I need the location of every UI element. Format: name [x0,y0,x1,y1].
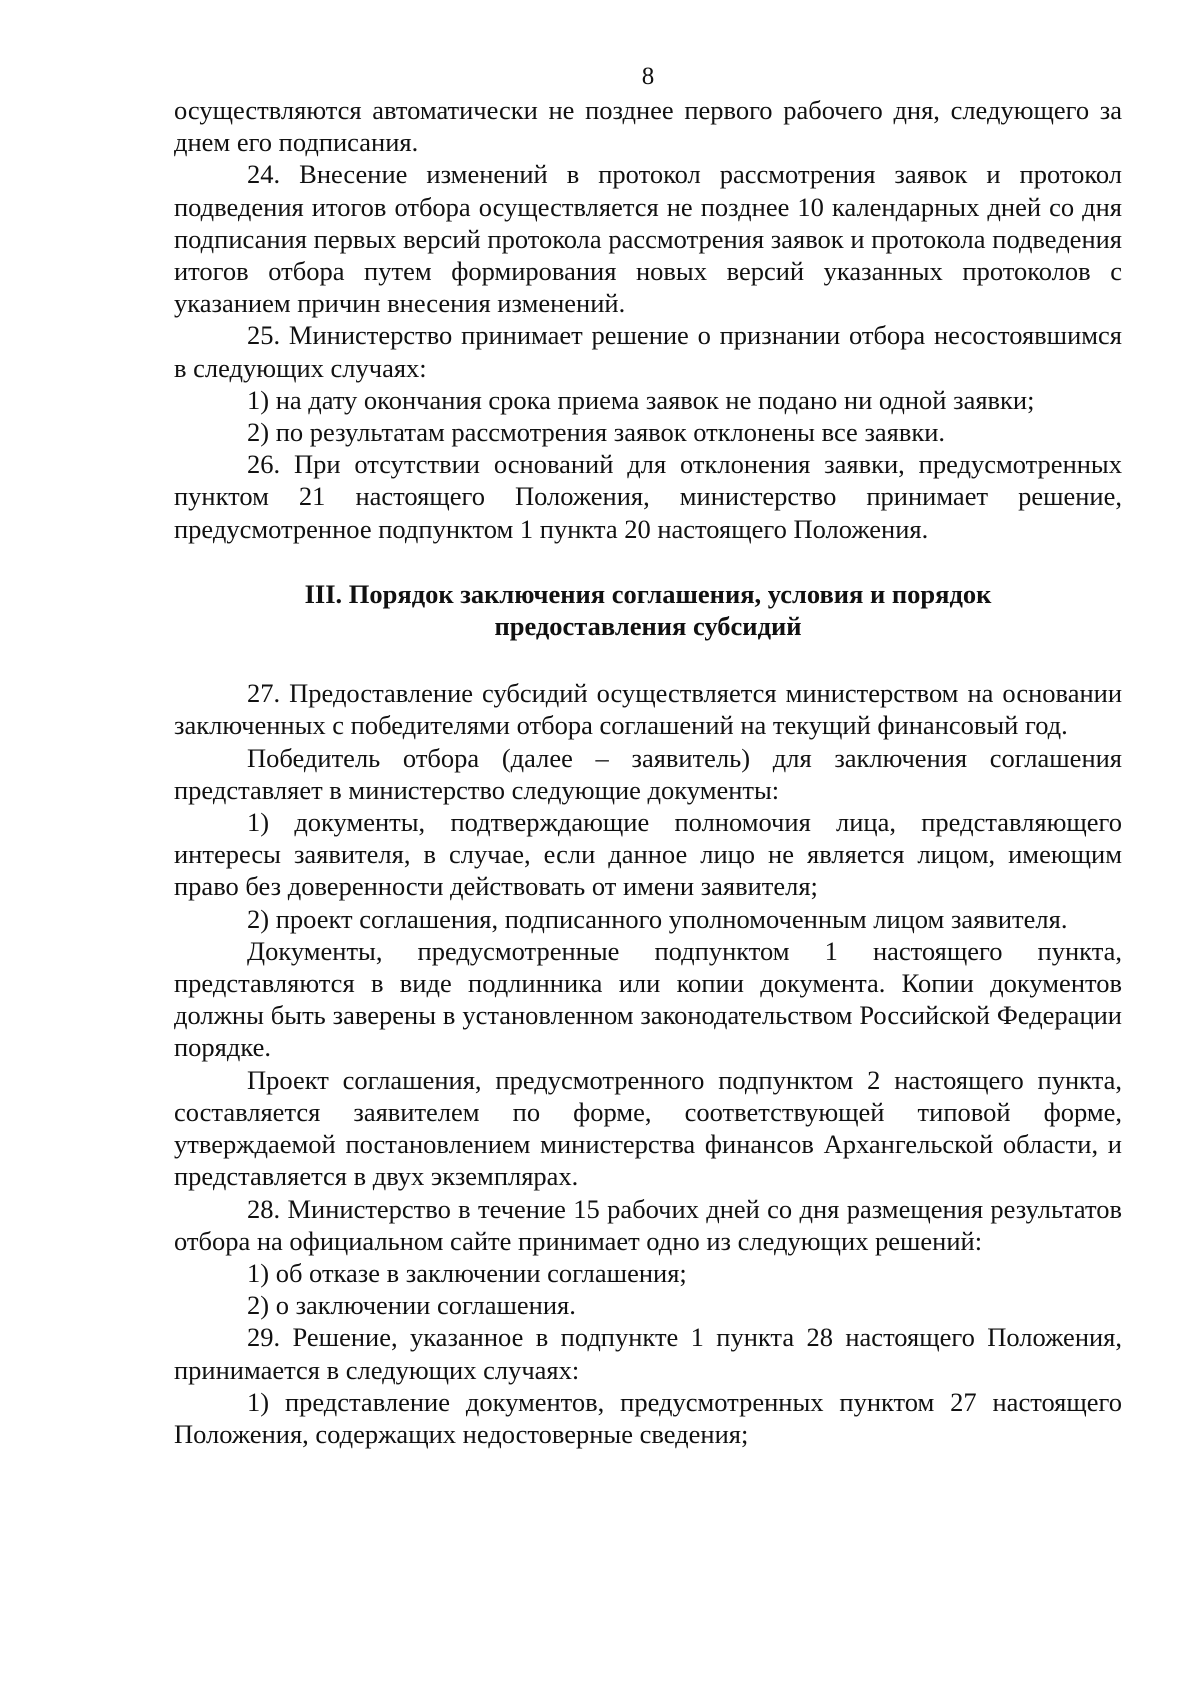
paragraph: Победитель отбора (далее – заявитель) для заключения соглашения представляет в министерство следующие документы: [174,742,1122,805]
text-block-after [174,677,1122,1450]
subitem: 1) об отказе в заключении соглашения; [247,1257,687,1288]
subitem: 1) документы, подтверждающие полномочия лица, представляющего интересы заявителя, в случае, если данное лицо не является лицом, имеющим право без доверенности действовать от имени заявителя; [174,807,1122,902]
paragraph-item-27: 27. Предоставление субсидий осуществляется министерством на основании заключенных с победителями отбора соглашений на текущий финансовый год. [174,678,1122,741]
paragraph-item-28: 28. Министерство в течение 15 рабочих дней со дня размещения результатов отбора на официальном сайте принимает одно из следующих решений: [174,1193,1122,1256]
paragraph-item-24: 24. Внесение изменений в протокол рассмотрения заявок и протокол подведения итогов отбора осуществляется не позднее 10 календарных дней со дня подписания первых версий протокола рассмотрения заявок и протокола подведения итогов отбора путем формирования новых версий указанных протоколов с указанием причин внесения изменений. [174,159,1122,319]
paragraph: осуществляются автоматически не позднее первого рабочего дня, следующего за днем его подписания. [174,95,1122,158]
paragraph: Проект соглашения, предусмотренного подпунктом 2 настоящего пункта, составляется заявителем по форме, соответствующей типовой форме, утверждаемой постановлением министерства финансов Архангельской области, и представляется в двух экземплярах. [174,1064,1122,1192]
subitem: 2) о заключении соглашения. [247,1290,576,1321]
section-heading-line: предоставления субсидий [494,611,802,642]
subitem: 1) на дату окончания срока приема заявок не подано ни одной заявки; [247,384,1035,415]
page-number: 8 [641,63,655,90]
text-block-before [174,94,1122,545]
subitem: 2) по результатам рассмотрения заявок отклонены все заявки. [247,417,946,448]
subitem: 1) представление документов, предусмотренных пунктом 27 настоящего Положения, содержащих недостоверные сведения; [174,1386,1122,1449]
section-heading-line: III. Порядок заключения соглашения, условия и порядок [304,578,992,609]
subitem: 2) проект соглашения, подписанного уполномоченным лицом заявителя. [247,903,1068,934]
paragraph-item-25: 25. Министерство принимает решение о признании отбора несостоявшимся в следующих случаях: [174,320,1122,383]
paragraph: Документы, предусмотренные подпунктом 1 настоящего пункта, представляются в виде подлинника или копии документа. Копии документов должны быть заверены в установленном законодательством Российской Федерации порядке. [174,935,1122,1063]
paragraph-item-29: 29. Решение, указанное в подпункте 1 пункта 28 настоящего Положения, принимается в следующих случаях: [174,1322,1122,1385]
paragraph-item-26: 26. При отсутствии оснований для отклонения заявки, предусмотренных пунктом 21 настоящего Положения, министерство принимает решение, предусмотренное подпунктом 1 пункта 20 настоящего Положения. [174,449,1122,544]
section-heading [174,578,1122,642]
document-page [174,62,1122,1450]
